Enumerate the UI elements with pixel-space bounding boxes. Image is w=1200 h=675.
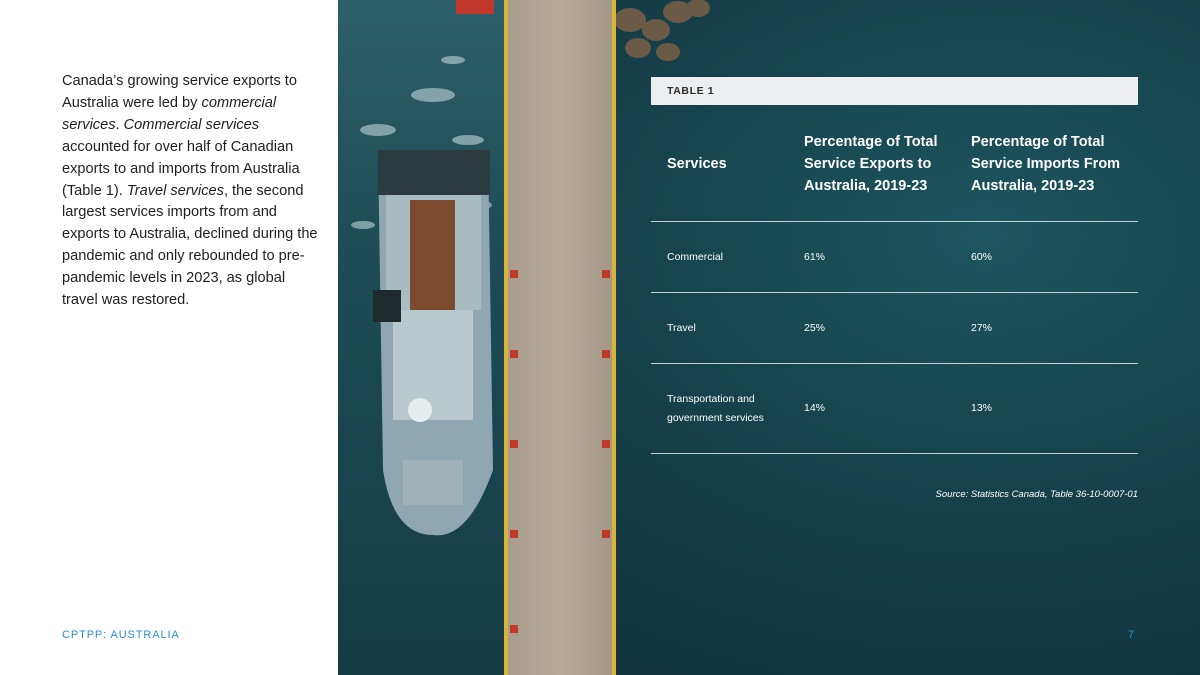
table-divider <box>651 292 1138 293</box>
body-paragraph <box>62 71 318 312</box>
row-commercial-imports: 60% <box>971 251 993 263</box>
row-travel-exports: 25% <box>804 322 826 334</box>
row-transport-exports: 14% <box>804 402 826 414</box>
row-transport-service: Transportation and government services <box>667 393 764 424</box>
row-transport-imports: 13% <box>971 402 993 414</box>
row-travel-imports: 27% <box>971 322 993 334</box>
table-caption-bar <box>651 77 1138 105</box>
row-commercial-service: Commercial <box>667 251 724 263</box>
table-source-note: Source: Statistics Canada, Table 36-10-0007-01 <box>935 489 1138 500</box>
italic-term: commercial services <box>62 94 277 133</box>
column-header-exports: Percentage of Total Service Exports to Australia, 2019-23 <box>804 134 938 194</box>
body-text-span: accounted for over half of Canadian exports to and imports from Australia (Table 1). <box>62 138 300 199</box>
table-divider <box>651 453 1138 454</box>
footer-section-label: CPTPP: AUSTRALIA <box>62 629 180 641</box>
body-text-span: . <box>115 116 124 133</box>
body-text-span: Canada’s growing service exports to Australia were led by <box>62 73 297 111</box>
table-caption: TABLE 1 <box>667 85 715 97</box>
row-travel-service: Travel <box>667 322 696 334</box>
column-header-imports: Percentage of Total Service Imports From Australia, 2019-23 <box>971 134 1121 194</box>
italic-term: Commercial services <box>123 116 260 133</box>
row-commercial-exports: 61% <box>804 251 826 263</box>
italic-term: Travel services <box>126 182 224 199</box>
column-header-services: Services <box>667 156 727 172</box>
body-text-span: , the second largest services imports from and exports to Australia, declined during the pandemic and only rebounded to pre-pandemic levels in 2023, as global travel was restored. <box>62 182 318 309</box>
table-divider <box>651 221 1138 222</box>
page-number: 7 <box>1128 629 1135 641</box>
left-text-panel <box>0 0 338 675</box>
table-divider <box>651 363 1138 364</box>
